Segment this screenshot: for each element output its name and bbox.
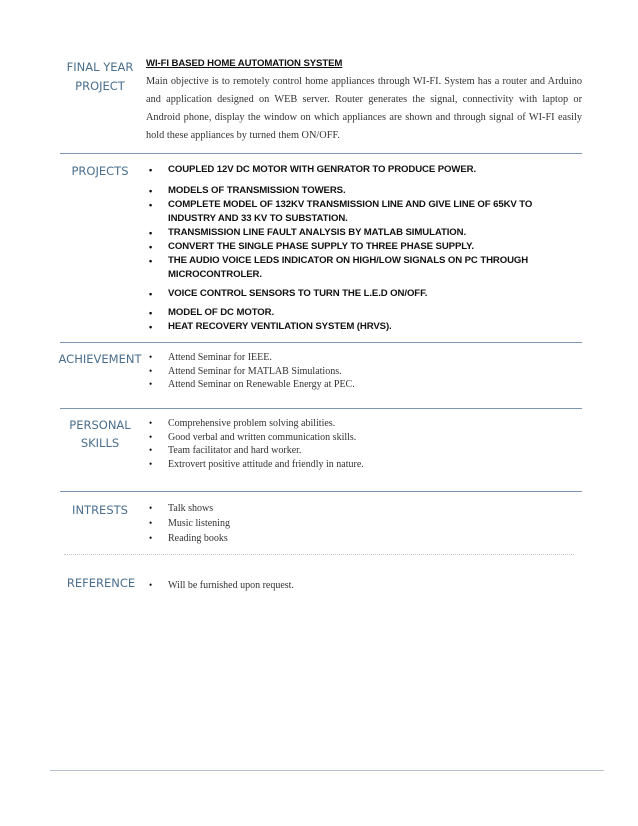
bullet-icon: • bbox=[149, 518, 153, 528]
label-line: PERSONAL bbox=[69, 418, 131, 432]
bullet-icon: • bbox=[149, 308, 153, 318]
personal-skills-section bbox=[60, 416, 582, 486]
achievement-section bbox=[60, 350, 582, 400]
project-title: WI-FI BASED HOME AUTOMATION SYSTEM bbox=[146, 58, 343, 69]
final-year-project-content bbox=[146, 58, 582, 145]
list-item-text: COUPLED 12V DC MOTOR WITH GENRATOR TO PRODUCE POWER. bbox=[168, 164, 477, 175]
list-item bbox=[146, 226, 582, 240]
personal-skills-label bbox=[60, 416, 140, 452]
interests-section bbox=[60, 500, 582, 550]
list-item bbox=[146, 184, 582, 198]
list-item bbox=[146, 501, 582, 516]
bullet-icon: • bbox=[149, 503, 153, 513]
bullet-icon: • bbox=[149, 418, 153, 428]
final-year-project-section bbox=[60, 54, 582, 144]
list-item bbox=[146, 254, 582, 282]
bullet-icon: • bbox=[149, 256, 153, 266]
bullet-icon: • bbox=[149, 228, 153, 238]
list-item-text: Attend Seminar for MATLAB Simulations. bbox=[168, 365, 342, 377]
list-item bbox=[146, 365, 582, 379]
bullet-icon: • bbox=[149, 289, 153, 299]
projects-label: PROJECTS bbox=[71, 164, 129, 178]
list-item bbox=[146, 287, 582, 301]
list-item bbox=[146, 531, 582, 546]
list-item-text: Extrovert positive attitude and friendly in nature. bbox=[168, 458, 364, 470]
section-divider bbox=[60, 408, 582, 409]
bullet-icon: • bbox=[149, 431, 153, 442]
list-item bbox=[146, 579, 582, 593]
bullet-icon: • bbox=[149, 580, 153, 590]
list-item-text: Music listening bbox=[168, 518, 230, 529]
section-divider bbox=[60, 342, 582, 343]
section-divider bbox=[60, 491, 582, 492]
bullet-icon: • bbox=[149, 458, 153, 469]
label-line: SKILLS bbox=[80, 436, 120, 450]
list-item-text: COMPLETE MODEL OF 132KV TRANSMISSION LINE AND GIVE LINE OF 65KV TO INDUSTRY AND 33 KV TO SUBSTATION. bbox=[168, 199, 533, 224]
list-item-text: Good verbal and written communication skills. bbox=[168, 431, 357, 443]
reference-section bbox=[60, 574, 582, 598]
list-item-text: THE AUDIO VOICE LEDS INDICATOR ON HIGH/LOW SIGNALS ON PC THROUGH MICROCONTROLER. bbox=[168, 255, 529, 280]
label-line: PROJECT bbox=[75, 79, 125, 93]
list-item bbox=[146, 458, 582, 472]
list-item-text: Will be furnished upon request. bbox=[168, 580, 294, 591]
list-item-text: Team facilitator and hard worker. bbox=[168, 445, 302, 456]
list-item bbox=[146, 351, 582, 365]
list-item bbox=[146, 417, 582, 431]
final-year-project-label bbox=[60, 58, 140, 96]
list-item-text: MODELS OF TRANSMISSION TOWERS. bbox=[168, 185, 346, 196]
section-divider bbox=[64, 554, 574, 555]
list-item bbox=[146, 163, 582, 177]
list-item bbox=[146, 516, 582, 531]
list-item-text: HEAT RECOVERY VENTILATION SYSTEM (HRVS). bbox=[168, 321, 392, 332]
achievement-list bbox=[146, 351, 582, 392]
list-item bbox=[146, 198, 582, 226]
list-item-text: Reading books bbox=[168, 533, 228, 544]
bullet-icon: • bbox=[149, 445, 153, 455]
section-divider bbox=[60, 153, 582, 154]
personal-skills-list bbox=[146, 417, 582, 471]
list-item-text: CONVERT THE SINGLE PHASE SUPPLY TO THREE PHASE SUPPLY. bbox=[168, 241, 474, 252]
bullet-icon: • bbox=[149, 322, 153, 332]
interests-list bbox=[146, 501, 582, 546]
list-item bbox=[146, 320, 582, 334]
bullet-icon: • bbox=[149, 533, 153, 543]
bullet-icon: • bbox=[149, 200, 153, 210]
list-item bbox=[146, 378, 582, 392]
projects-section bbox=[60, 162, 582, 340]
list-item bbox=[146, 431, 582, 445]
list-item-text: Talk shows bbox=[168, 503, 214, 514]
bullet-icon: • bbox=[149, 186, 153, 196]
list-item bbox=[146, 240, 582, 254]
interests-label: INTRESTS bbox=[72, 503, 128, 517]
bullet-icon: • bbox=[149, 242, 153, 252]
page-bottom-divider bbox=[50, 770, 604, 771]
bullet-icon: • bbox=[149, 365, 153, 376]
list-item-text: Attend Seminar on Renewable Energy at PEC. bbox=[168, 379, 355, 390]
list-item-text: MODEL OF DC MOTOR. bbox=[168, 307, 275, 318]
reference-label: REFERENCE bbox=[66, 576, 136, 590]
list-item-text: Comprehensive problem solving abilities. bbox=[168, 418, 336, 429]
achievement-label: ACHIEVEMENT bbox=[58, 352, 142, 366]
label-line: FINAL YEAR bbox=[66, 60, 134, 74]
list-item bbox=[146, 444, 582, 458]
bullet-icon: • bbox=[149, 165, 153, 175]
project-description: Main objective is to remotely control home appliances through WI-FI. System has a router and Arduino and application designed on WEB server. Router generates the signal, connectivity with laptop or Android phone, display the window on which appliances are shown and through signal of WI-FI easily hold these appliances by turned them ON/OFF. bbox=[146, 76, 582, 141]
list-item-text: Attend Seminar for IEEE. bbox=[168, 352, 272, 363]
list-item-text: TRANSMISSION LINE FAULT ANALYSIS BY MATLAB SIMULATION. bbox=[168, 227, 467, 238]
list-item-text: VOICE CONTROL SENSORS TO TURN THE L.E.D ON/OFF. bbox=[168, 288, 428, 299]
projects-list bbox=[146, 163, 582, 334]
list-item bbox=[146, 306, 582, 320]
reference-list bbox=[146, 579, 582, 593]
bullet-icon: • bbox=[149, 352, 153, 362]
bullet-icon: • bbox=[149, 379, 153, 389]
